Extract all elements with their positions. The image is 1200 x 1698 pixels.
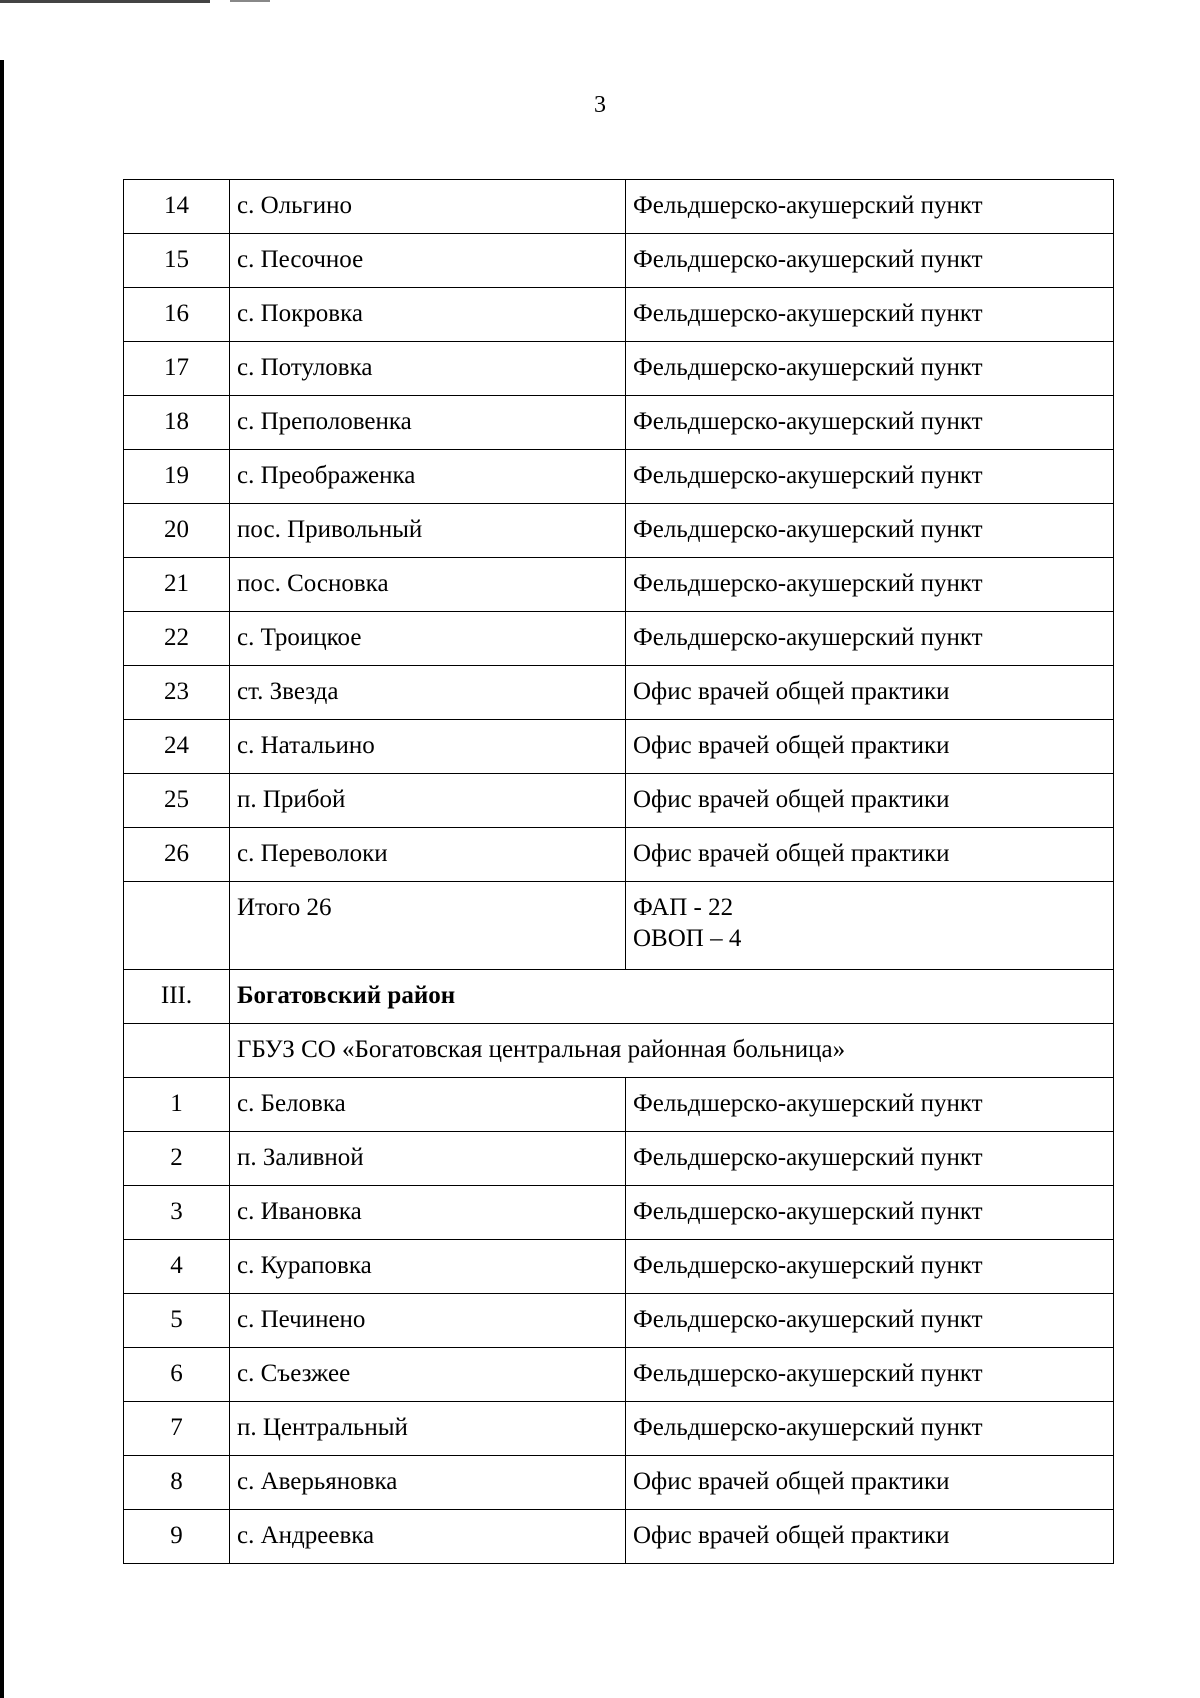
table-row [124,558,1114,612]
settlement-name: с. Потуловка [230,342,626,396]
table-row [124,180,1114,234]
row-number: 14 [124,180,230,234]
table-row [124,1456,1114,1510]
row-number: 3 [124,1186,230,1240]
table-row [124,828,1114,882]
settlement-name: с. Троицкое [230,612,626,666]
row-number: 2 [124,1132,230,1186]
settlement-name: с. Переволоки [230,828,626,882]
facility-type: Офис врачей общей практики [626,1456,1114,1510]
scan-edge-top-fragment [230,0,270,2]
table-row [124,504,1114,558]
table-row [124,1186,1114,1240]
facility-type: Офис врачей общей практики [626,774,1114,828]
organization-row [124,1024,1114,1078]
section-header-row [124,970,1114,1024]
table-row [124,612,1114,666]
facility-type: Фельдшерско-акушерский пункт [626,450,1114,504]
settlement-name: с. Андреевка [230,1510,626,1564]
row-number: 21 [124,558,230,612]
facility-type: Фельдшерско-акушерский пункт [626,342,1114,396]
settlement-name: с. Преполовенка [230,396,626,450]
row-number: 17 [124,342,230,396]
table-row [124,720,1114,774]
settlement-name: с. Ивановка [230,1186,626,1240]
table-row [124,1078,1114,1132]
row-number: 9 [124,1510,230,1564]
settlement-name: с. Кураповка [230,1240,626,1294]
row-number: 5 [124,1294,230,1348]
table-row [124,1510,1114,1564]
table-row [124,1240,1114,1294]
row-number: 7 [124,1402,230,1456]
table-row [124,774,1114,828]
table-row [124,342,1114,396]
table-row [124,1402,1114,1456]
settlement-name: с. Покровка [230,288,626,342]
settlement-name: п. Центральный [230,1402,626,1456]
total-fap-count: ФАП - 22 [633,894,734,921]
table-row [124,1348,1114,1402]
table-row [124,1132,1114,1186]
facility-type: Фельдшерско-акушерский пункт [626,234,1114,288]
facility-type: Фельдшерско-акушерский пункт [626,612,1114,666]
facility-type: Офис врачей общей практики [626,1510,1114,1564]
facility-type: Фельдшерско-акушерский пункт [626,1240,1114,1294]
facility-type: Фельдшерско-акушерский пункт [626,558,1114,612]
row-number: 6 [124,1348,230,1402]
section-number: III. [124,970,230,1024]
facility-type: Фельдшерско-акушерский пункт [626,288,1114,342]
total-ovop-count: ОВОП – 4 [633,925,742,952]
settlement-name: с. Ольгино [230,180,626,234]
row-number: 16 [124,288,230,342]
facility-type: Фельдшерско-акушерский пункт [626,1186,1114,1240]
total-breakdown [626,882,1114,970]
settlement-name: с. Натальино [230,720,626,774]
settlement-name: п. Заливной [230,1132,626,1186]
facility-type: Фельдшерско-акушерский пункт [626,1294,1114,1348]
total-row [124,882,1114,970]
organization-name: ГБУЗ СО «Богатовская центральная районная больница» [230,1024,1114,1078]
table-row [124,288,1114,342]
table-row [124,396,1114,450]
row-number: 15 [124,234,230,288]
row-number: 1 [124,1078,230,1132]
facility-type: Офис врачей общей практики [626,720,1114,774]
settlement-name: с. Аверьяновка [230,1456,626,1510]
table-row [124,234,1114,288]
facility-type: Фельдшерско-акушерский пункт [626,504,1114,558]
settlement-name: ст. Звезда [230,666,626,720]
row-number: 8 [124,1456,230,1510]
table-row [124,1294,1114,1348]
row-number: 18 [124,396,230,450]
row-number: 24 [124,720,230,774]
facility-type: Фельдшерско-акушерский пункт [626,1078,1114,1132]
settlement-name: с. Съезжее [230,1348,626,1402]
facility-type: Офис врачей общей практики [626,666,1114,720]
facility-type: Фельдшерско-акушерский пункт [626,1348,1114,1402]
settlement-name: с. Печинено [230,1294,626,1348]
total-label: Итого 26 [230,882,626,970]
row-number: 26 [124,828,230,882]
row-number: 23 [124,666,230,720]
facility-type: Фельдшерско-акушерский пункт [626,396,1114,450]
settlement-name: п. Прибой [230,774,626,828]
organization-number-cell [124,1024,230,1078]
scan-edge-top [0,0,210,3]
facility-type: Фельдшерско-акушерский пункт [626,180,1114,234]
row-number: 25 [124,774,230,828]
section-title: Богатовский район [230,970,1114,1024]
facility-type: Офис врачей общей практики [626,828,1114,882]
settlement-name: пос. Сосновка [230,558,626,612]
table-row [124,666,1114,720]
facilities-table [123,179,1114,1564]
settlement-name: пос. Привольный [230,504,626,558]
facility-type: Фельдшерско-акушерский пункт [626,1402,1114,1456]
scan-edge-left [0,60,4,1698]
total-number-cell [124,882,230,970]
settlement-name: с. Песочное [230,234,626,288]
row-number: 20 [124,504,230,558]
settlement-name: с. Преображенка [230,450,626,504]
page-number: 3 [594,92,606,118]
settlement-name: с. Беловка [230,1078,626,1132]
facility-type: Фельдшерско-акушерский пункт [626,1132,1114,1186]
row-number: 22 [124,612,230,666]
table-row [124,450,1114,504]
row-number: 4 [124,1240,230,1294]
row-number: 19 [124,450,230,504]
